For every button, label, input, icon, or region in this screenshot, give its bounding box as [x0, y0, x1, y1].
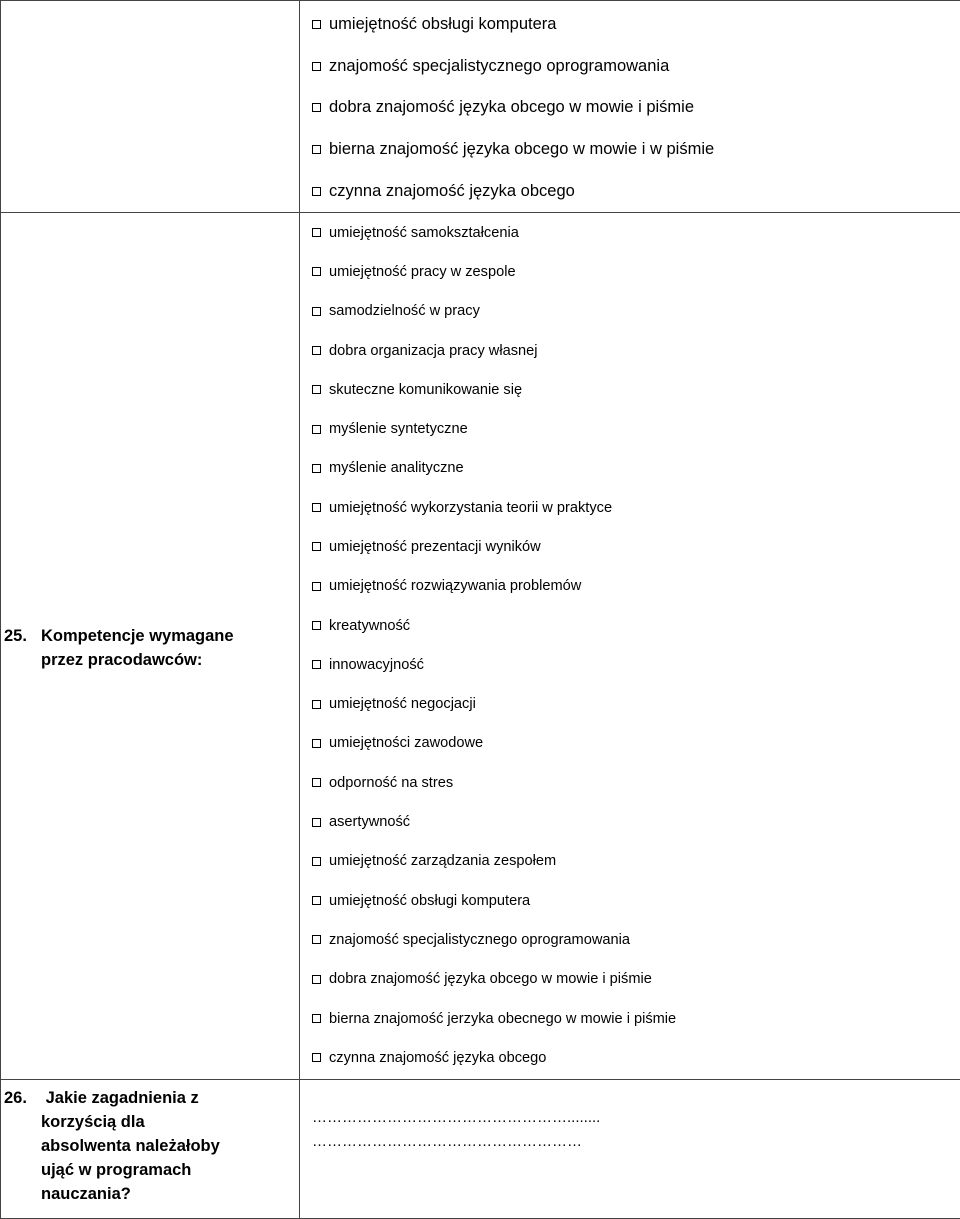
empty-checkbox-icon[interactable]	[312, 20, 321, 29]
option-label: umiejętność obsługi komputera	[329, 893, 530, 909]
question-cell-empty	[1, 1, 300, 213]
option-label: znajomość specjalistycznego oprogramowania	[329, 57, 669, 76]
checkbox-option[interactable]	[312, 763, 960, 802]
question-26-label	[41, 1086, 299, 1206]
checkbox-option[interactable]	[312, 4, 960, 46]
option-label: odporność na stres	[329, 775, 453, 791]
empty-checkbox-icon[interactable]	[312, 187, 321, 196]
empty-checkbox-icon[interactable]	[312, 935, 321, 944]
empty-checkbox-icon[interactable]	[312, 307, 321, 316]
option-label: umiejętności zawodowe	[329, 735, 483, 751]
question-number: 25.	[4, 624, 41, 648]
checkbox-option[interactable]	[312, 170, 960, 212]
empty-checkbox-icon[interactable]	[312, 464, 321, 473]
empty-checkbox-icon[interactable]	[312, 896, 321, 905]
dotted-answer-line[interactable]: ………………………………………………	[312, 1130, 960, 1154]
empty-checkbox-icon[interactable]	[312, 228, 321, 237]
question-text-line: ująć w programach	[41, 1161, 191, 1179]
empty-checkbox-icon[interactable]	[312, 582, 321, 591]
empty-checkbox-icon[interactable]	[312, 700, 321, 709]
checkbox-option[interactable]	[312, 527, 960, 566]
checkbox-option[interactable]	[312, 920, 960, 959]
empty-checkbox-icon[interactable]	[312, 621, 321, 630]
empty-checkbox-icon[interactable]	[312, 425, 321, 434]
option-label: bierna znajomość jerzyka obecnego w mowie i piśmie	[329, 1011, 676, 1027]
checkbox-option[interactable]	[312, 881, 960, 920]
empty-checkbox-icon[interactable]	[312, 660, 321, 669]
answer-cell	[300, 1, 960, 213]
option-label: umiejętność wykorzystania teorii w praktyce	[329, 500, 612, 516]
table-row	[1, 212, 960, 1079]
option-label: skuteczne komunikowanie się	[329, 382, 522, 398]
checkbox-option[interactable]	[312, 645, 960, 684]
question-number: 26.	[4, 1086, 41, 1110]
option-label: kreatywność	[329, 618, 410, 634]
question-text-line: Jakie zagadnienia z	[46, 1089, 199, 1107]
empty-checkbox-icon[interactable]	[312, 1014, 321, 1023]
question-text-line: przez pracodawców:	[41, 651, 202, 669]
checkbox-option[interactable]	[312, 129, 960, 171]
option-label: umiejętność pracy w zespole	[329, 264, 516, 280]
empty-checkbox-icon[interactable]	[312, 346, 321, 355]
checkbox-option[interactable]	[312, 724, 960, 763]
empty-checkbox-icon[interactable]	[312, 145, 321, 154]
empty-checkbox-icon[interactable]	[312, 975, 321, 984]
table-row	[1, 1079, 960, 1218]
checkbox-option[interactable]	[312, 567, 960, 606]
checkbox-option[interactable]	[312, 960, 960, 999]
question-text-line: Kompetencje wymagane	[41, 627, 234, 645]
empty-checkbox-icon[interactable]	[312, 818, 321, 827]
option-label: bierna znajomość języka obcego w mowie i w piśmie	[329, 140, 714, 159]
dotted-answer-line[interactable]: ……………………………………………........	[312, 1106, 960, 1130]
option-label: znajomość specjalistycznego oprogramowania	[329, 932, 630, 948]
checkbox-option[interactable]	[312, 1038, 960, 1077]
checkbox-option[interactable]	[312, 449, 960, 488]
empty-checkbox-icon[interactable]	[312, 62, 321, 71]
answer-cell	[300, 1079, 960, 1218]
option-label: umiejętność negocjacji	[329, 696, 476, 712]
table-row	[1, 1, 960, 213]
option-list	[300, 1, 960, 212]
option-label: czynna znajomość języka obcego	[329, 1050, 546, 1066]
empty-checkbox-icon[interactable]	[312, 385, 321, 394]
answer-lines	[312, 1106, 960, 1154]
option-list	[300, 213, 960, 1078]
checkbox-option[interactable]	[312, 292, 960, 331]
checkbox-option[interactable]	[312, 685, 960, 724]
empty-checkbox-icon[interactable]	[312, 739, 321, 748]
option-label: umiejętność samokształcenia	[329, 225, 519, 241]
answer-cell	[300, 212, 960, 1079]
checkbox-option[interactable]	[312, 842, 960, 881]
option-label: asertywność	[329, 814, 410, 830]
empty-checkbox-icon[interactable]	[312, 857, 321, 866]
option-label: dobra organizacja pracy własnej	[329, 343, 537, 359]
checkbox-option[interactable]	[312, 87, 960, 129]
checkbox-option[interactable]	[312, 370, 960, 409]
checkbox-option[interactable]	[312, 252, 960, 291]
option-label: umiejętność prezentacji wyników	[329, 539, 541, 555]
question-cell	[1, 1079, 300, 1218]
checkbox-option[interactable]	[312, 213, 960, 252]
option-label: myślenie syntetyczne	[329, 421, 468, 437]
option-label: umiejętność obsługi komputera	[329, 15, 556, 34]
question-text-line: nauczania?	[41, 1185, 131, 1203]
question-25-label	[41, 624, 299, 672]
empty-checkbox-icon[interactable]	[312, 103, 321, 112]
option-label: myślenie analityczne	[329, 460, 464, 476]
empty-checkbox-icon[interactable]	[312, 542, 321, 551]
checkbox-option[interactable]	[312, 606, 960, 645]
checkbox-option[interactable]	[312, 409, 960, 448]
checkbox-option[interactable]	[312, 46, 960, 88]
empty-checkbox-icon[interactable]	[312, 267, 321, 276]
question-cell	[1, 212, 300, 1079]
option-label: dobra znajomość języka obcego w mowie i piśmie	[329, 98, 694, 117]
checkbox-option[interactable]	[312, 488, 960, 527]
option-label: czynna znajomość języka obcego	[329, 182, 575, 201]
question-text-line: absolwenta należałoby	[41, 1137, 220, 1155]
checkbox-option[interactable]	[312, 331, 960, 370]
empty-checkbox-icon[interactable]	[312, 503, 321, 512]
checkbox-option[interactable]	[312, 802, 960, 841]
option-label: dobra znajomość języka obcego w mowie i piśmie	[329, 971, 652, 987]
question-text-line: korzyścią dla	[41, 1113, 145, 1131]
option-label: umiejętność zarządzania zespołem	[329, 853, 556, 869]
checkbox-option[interactable]	[312, 999, 960, 1038]
empty-checkbox-icon[interactable]	[312, 1053, 321, 1062]
option-label: samodzielność w pracy	[329, 303, 480, 319]
option-label: innowacyjność	[329, 657, 424, 673]
empty-checkbox-icon[interactable]	[312, 778, 321, 787]
option-label: umiejętność rozwiązywania problemów	[329, 578, 581, 594]
